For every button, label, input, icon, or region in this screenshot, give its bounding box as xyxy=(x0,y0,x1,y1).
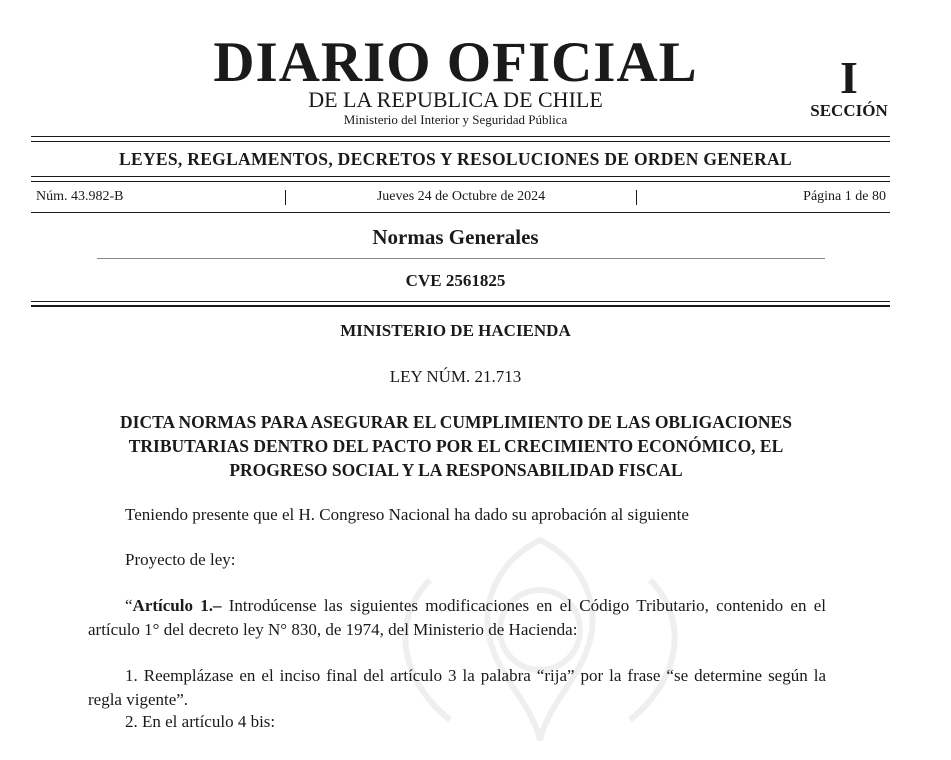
rule xyxy=(31,305,890,307)
masthead-ministry: Ministerio del Interior y Seguridad Pública xyxy=(343,112,568,127)
cve-code: CVE 2561825 xyxy=(405,271,506,290)
article-label: Artículo 1.– xyxy=(132,596,222,615)
info-separator xyxy=(636,190,637,205)
rule xyxy=(31,141,890,142)
masthead-title: DIARIO OFICIAL xyxy=(213,31,698,94)
rule xyxy=(31,301,890,302)
law-number: LEY NÚM. 21.713 xyxy=(389,367,522,386)
article-1-paragraph xyxy=(88,594,826,642)
section-title: Normas Generales xyxy=(372,225,539,249)
preamble-paragraph: Teniendo presente que el H. Congreso Nacional ha dado su aprobación al siguiente xyxy=(125,505,689,524)
law-title-line: DICTA NORMAS PARA ASEGURAR EL CUMPLIMIENTO DE LAS OBLIGACIONES xyxy=(120,412,792,432)
item-1-paragraph: 1. Reemplázase en el inciso final del artículo 3 la palabra “rija” por la frase “se determine según la regla vigente”. xyxy=(88,666,826,709)
rule xyxy=(31,176,890,177)
issue-date: Jueves 24 de Octubre de 2024 xyxy=(376,189,546,204)
ministry-heading: MINISTERIO DE HACIENDA xyxy=(340,321,571,340)
open-quote: “ xyxy=(125,596,133,615)
law-title xyxy=(60,410,852,482)
law-title-line: TRIBUTARIAS DENTRO DEL PACTO POR EL CRECIMIENTO ECONÓMICO, EL xyxy=(128,436,784,456)
article-text: Introdúcense las siguientes modificaciones en el Código Tributario, contenido en el artículo 1° del decreto ley N° 830, de 1974, del Ministerio de Hacienda: xyxy=(88,596,826,639)
item-2-paragraph: 2. En el artículo 4 bis: xyxy=(125,712,276,731)
rule xyxy=(31,181,890,182)
rule xyxy=(31,212,890,213)
gazette-banner: LEYES, REGLAMENTOS, DECRETOS Y RESOLUCIONES DE ORDEN GENERAL xyxy=(119,149,792,169)
rule xyxy=(31,136,890,137)
rule xyxy=(97,258,825,259)
proyecto-paragraph: Proyecto de ley: xyxy=(125,550,236,569)
issue-number: Núm. 43.982-B xyxy=(36,189,124,204)
masthead-subtitle: DE LA REPUBLICA DE CHILE xyxy=(308,87,603,112)
section-number: I xyxy=(840,52,858,103)
page-indicator: Página 1 de 80 xyxy=(803,189,886,204)
section-label: SECCIÓN xyxy=(810,101,888,120)
law-title-line: PROGRESO SOCIAL Y LA RESPONSABILIDAD FISCAL xyxy=(229,460,683,480)
